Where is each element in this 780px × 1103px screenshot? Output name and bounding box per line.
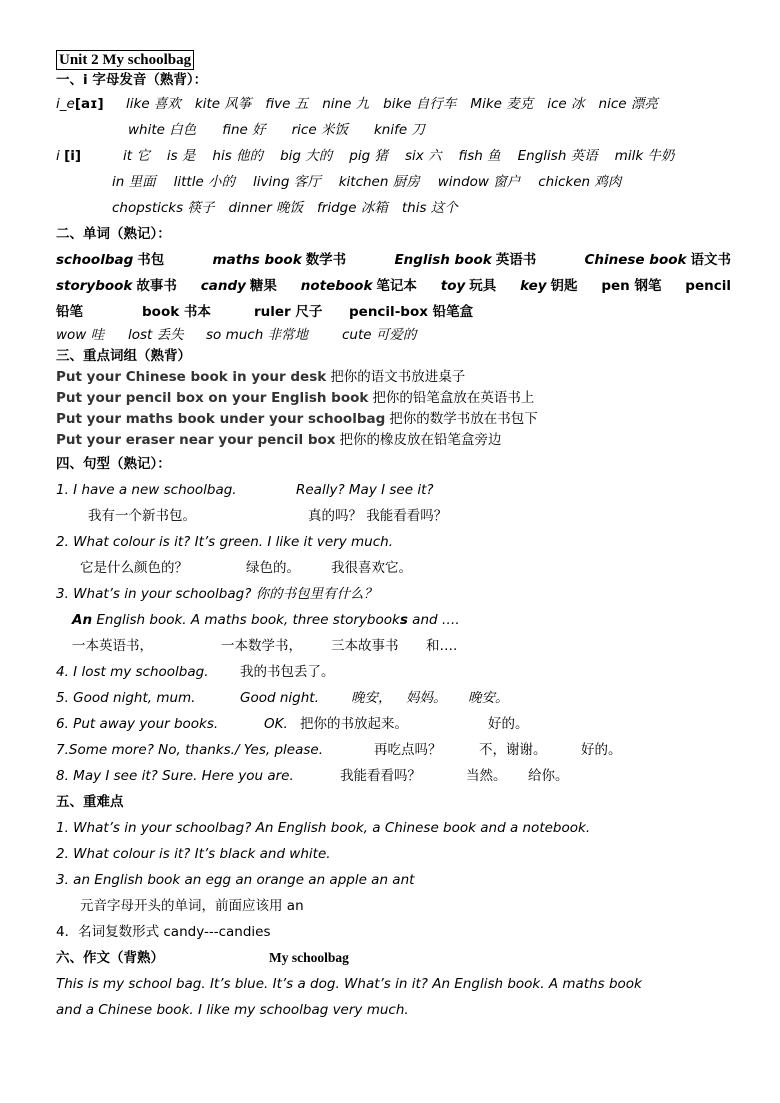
vocab-meaning: 笔记本: [376, 278, 417, 294]
phrase-en: Put your eraser near your pencil box: [56, 432, 336, 448]
vocab-word: 铅笔: [56, 304, 83, 320]
vocab-meaning: 故事书: [136, 278, 177, 294]
word-item: chopsticks 筷子: [112, 200, 215, 216]
sentence-zh: 它是什么颜色的？: [80, 560, 188, 576]
composition-text: and a Chinese book. I like my schoolbag very much.: [56, 1002, 409, 1018]
key-point-2: [56, 841, 731, 867]
vocab-word: maths book: [212, 252, 302, 268]
sentence-1: [56, 477, 731, 503]
word-item: is 是: [166, 148, 196, 164]
vocab-item: [213, 247, 347, 273]
title-row: [56, 50, 731, 70]
phrase-zh: 把你的橡皮放在铅笔盒旁边: [339, 432, 502, 448]
section1-heading: [56, 70, 731, 91]
phrase-en: Put your Chinese book in your desk: [56, 369, 327, 385]
vocab-row-4: [56, 325, 731, 346]
sentence-en: 4. I lost my schoolbag.: [56, 664, 209, 680]
sentence-zh: 把你的书放起来。: [300, 716, 408, 732]
key-point-4: [56, 919, 731, 945]
word-list: [128, 117, 451, 143]
sentence-8: [56, 763, 731, 789]
sentence-4: [56, 659, 731, 685]
phrase-zh: 把你的铅笔盒放在英语书上: [372, 390, 535, 406]
sentence-6: [56, 711, 731, 737]
word-item: like 喜欢: [126, 96, 181, 112]
sentence-en: 7.Some more? No, thanks./ Yes, please.: [56, 742, 323, 758]
word-item: pig 猪: [349, 148, 388, 164]
vocab-word: wow 哇: [56, 327, 105, 343]
vocab-word: notebook: [300, 278, 373, 294]
section4-heading: [56, 451, 731, 477]
word-item: his 他的: [212, 148, 264, 164]
sentence-3: [56, 581, 731, 607]
word-item: knife 刀: [373, 122, 425, 138]
phrase-zh: 把你的数学书放在书包下: [389, 411, 538, 427]
vocab-meaning: 书包: [137, 252, 165, 268]
section2-heading: [56, 221, 731, 247]
vocab-word: ruler 尺子: [254, 304, 323, 320]
vocab-word: toy: [440, 278, 466, 294]
composition-line-1: [56, 971, 731, 997]
key-point-text: 2. What colour is it? It’s black and white.: [56, 846, 331, 862]
sentence-zh: 晚安，: [351, 690, 392, 706]
word-list: [112, 195, 472, 221]
vocab-meaning: 数学书: [305, 252, 347, 268]
vocab-word: lost 丢失: [128, 327, 184, 343]
ie-row-2: [56, 117, 731, 143]
vocab-word: schoolbag: [56, 252, 134, 268]
section-heading: 三、重点词组（熟背）: [56, 348, 191, 364]
word-item: window 窗户: [437, 174, 521, 190]
word-item: six 六: [404, 148, 442, 164]
sentence-zh: 好的。: [488, 716, 529, 732]
section-heading: 一、i 字母发音（熟背）：: [56, 72, 208, 88]
word-item: kite 风筝: [194, 96, 252, 112]
vocab-word: candy: [200, 278, 246, 294]
word-item: nine 九: [322, 96, 370, 112]
vocab-word: Chinese book: [584, 252, 687, 268]
phrase-list: [56, 367, 731, 451]
word-item: kitchen 厨房: [338, 174, 420, 190]
key-point-1: [56, 815, 731, 841]
vocab-meaning: 英语书: [495, 252, 537, 268]
composition-text: This is my school bag. It’s blue. It’s a dog. What’s in it? An English book. A maths book: [56, 976, 642, 992]
section-heading: 五、重难点: [56, 794, 124, 810]
vocab-item: [301, 273, 417, 299]
key-point-text: 4．名词复数形式 candy---candies: [56, 924, 271, 940]
composition-line-2: [56, 997, 731, 1023]
key-point-3: [56, 867, 731, 893]
sentence-en: English book. A maths book, three storybook: [92, 612, 400, 628]
vocab-word: pencil-box 铅笔盒: [349, 304, 474, 320]
word-item: ice 冰: [547, 96, 585, 112]
vocab-word: pencil: [685, 278, 731, 294]
phrase-en: Put your maths book under your schoolbag: [56, 411, 386, 427]
word-list: [123, 143, 691, 169]
sentence-zh: 再吃点吗？: [374, 742, 442, 758]
word-item: fine 好: [222, 122, 266, 138]
key-point-3-note: [56, 893, 731, 919]
phrase-row: [56, 409, 731, 430]
vocab-item: [520, 273, 577, 299]
vocab-meaning: 糖果: [249, 278, 277, 294]
sentence-en: Really? May I see it?: [296, 482, 434, 498]
word-list: [112, 169, 639, 195]
word-item: in 里面: [112, 174, 156, 190]
sentence-en: Good night.: [240, 690, 319, 706]
vocab-meaning: 语文书: [690, 252, 731, 268]
word-item: nice 漂亮: [598, 96, 658, 112]
sentence-en: 5. Good night, mum.: [56, 690, 196, 706]
vocab-row-1: [56, 247, 731, 273]
pattern-label: i: [56, 148, 60, 164]
sentence-zh: 绿色的。: [246, 560, 300, 576]
word-list: [126, 91, 672, 117]
word-item: dinner 晚饭: [228, 200, 304, 216]
word-item: fish 鱼: [458, 148, 501, 164]
key-point-text: 3. an English book an egg an orange an apple an ant: [56, 872, 415, 888]
composition-title: My schoolbag: [269, 950, 349, 965]
vocab-item: [441, 273, 497, 299]
emphasis-word: An: [72, 612, 93, 628]
sentence-en: 1. I have a new schoolbag.: [56, 482, 237, 498]
emphasis-letter: s: [399, 612, 408, 628]
word-item: living 客厅: [253, 174, 321, 190]
sentence-zh: 三本故事书: [331, 638, 399, 654]
vocab-item: [56, 273, 177, 299]
word-item: fridge 冰箱: [317, 200, 388, 216]
sentence-zh: 给你。: [528, 768, 569, 784]
vocab-item: [201, 273, 277, 299]
sentence-en: and ….: [407, 612, 460, 628]
vocab-word: English book: [394, 252, 492, 268]
word-item: chicken 鸡肉: [538, 174, 622, 190]
vocab-word: pen 钢笔: [601, 278, 662, 294]
sentence-zh: 真的吗？ 我能看看吗？: [308, 508, 448, 524]
vocab-item: [394, 247, 536, 273]
pattern-label: i_e: [56, 96, 75, 112]
sentence-3-answer: [56, 607, 731, 633]
phonetic-label: [i]: [64, 148, 82, 164]
unit-title: Unit 2 My schoolbag: [56, 50, 194, 70]
ie-row-1: [56, 91, 731, 117]
vocab-word: cute 可爱的: [342, 327, 417, 343]
sentence-zh: 我的书包丢了。: [240, 664, 335, 680]
section-heading: 四、句型（熟记）：: [56, 456, 171, 472]
sentence-zh: 好的。: [581, 742, 622, 758]
word-item: white 白色: [128, 122, 197, 138]
word-item: little 小的: [173, 174, 236, 190]
key-point-text: 1. What’s in your schoolbag? An English book, a Chinese book and a notebook.: [56, 820, 591, 836]
sentence-7: [56, 737, 731, 763]
word-item: big 大的: [280, 148, 333, 164]
word-item: it 它: [123, 148, 150, 164]
sentence-zh: 不，谢谢。: [479, 742, 547, 758]
sentence-5: [56, 685, 731, 711]
word-item: Mike 麦克: [470, 96, 534, 112]
phrase-row: [56, 430, 731, 451]
word-item: this 这个: [401, 200, 458, 216]
vocab-item: [56, 247, 164, 273]
word-item: bike 自行车: [383, 96, 457, 112]
sentence-en: 3. What’s in your schoolbag?: [56, 586, 252, 602]
sentence-zh: 我很喜欢它。: [331, 560, 412, 576]
sentence-zh: 晚安。: [468, 690, 509, 706]
phrase-en: Put your pencil box on your English book: [56, 390, 369, 406]
vocab-word: key: [520, 278, 547, 294]
sentence-zh: 一本英语书，: [72, 638, 153, 654]
section-heading: 六、作文（背熟）: [56, 950, 164, 966]
vocab-word: so much 非常地: [206, 327, 309, 343]
sentence-zh: 我能看看吗？: [340, 768, 421, 784]
sentence-en: 6. Put away your books.: [56, 716, 219, 732]
section5-heading: [56, 789, 731, 815]
sentence-en: 8. May I see it? Sure. Here you are.: [56, 768, 294, 784]
vocab-row-2: [56, 273, 731, 299]
word-item: five 五: [265, 96, 309, 112]
vocab-word: book 书本: [142, 304, 211, 320]
word-item: rice 米饭: [291, 122, 348, 138]
word-item: English 英语: [517, 148, 598, 164]
phrase-zh: 把你的语文书放进桌子: [330, 369, 466, 385]
i-row-2: [56, 169, 731, 195]
vocab-meaning: 玩具: [469, 278, 497, 294]
vocab-item: [584, 247, 731, 273]
sentence-en: 2. What colour is it? It’s green. I like it very much.: [56, 534, 393, 550]
word-item: milk 牛奶: [614, 148, 675, 164]
section3-heading: [56, 346, 731, 367]
sentence-en: OK.: [264, 716, 288, 732]
sentence-2: [56, 529, 731, 555]
vocab-word: storybook: [56, 278, 133, 294]
document-page: [56, 50, 731, 1023]
section-heading: 二、单词（熟记）：: [56, 226, 171, 242]
sentence-zh: 当然。: [466, 768, 507, 784]
vocab-row-3: [56, 299, 731, 325]
sentence-zh: 和….: [426, 638, 458, 654]
phrase-row: [56, 388, 731, 409]
i-row-3: [56, 195, 731, 221]
sentence-zh: 我有一个新书包。: [88, 508, 196, 524]
sentence-zh: 你的书包里有什么？: [255, 586, 378, 602]
sentence-1-zh: [56, 503, 731, 529]
sentence-zh: 一本数学书，: [221, 638, 302, 654]
i-row-1: [56, 143, 731, 169]
sentence-zh: 妈妈。: [406, 690, 447, 706]
phrase-row: [56, 367, 731, 388]
sentence-3-zh: [56, 633, 731, 659]
sentence-2-zh: [56, 555, 731, 581]
phonetic-label: [aɪ]: [74, 96, 104, 112]
section6-heading: [56, 945, 731, 971]
key-point-text: 元音字母开头的单词，前面应该用 an: [80, 898, 304, 914]
vocab-meaning: 钥匙: [550, 278, 578, 294]
